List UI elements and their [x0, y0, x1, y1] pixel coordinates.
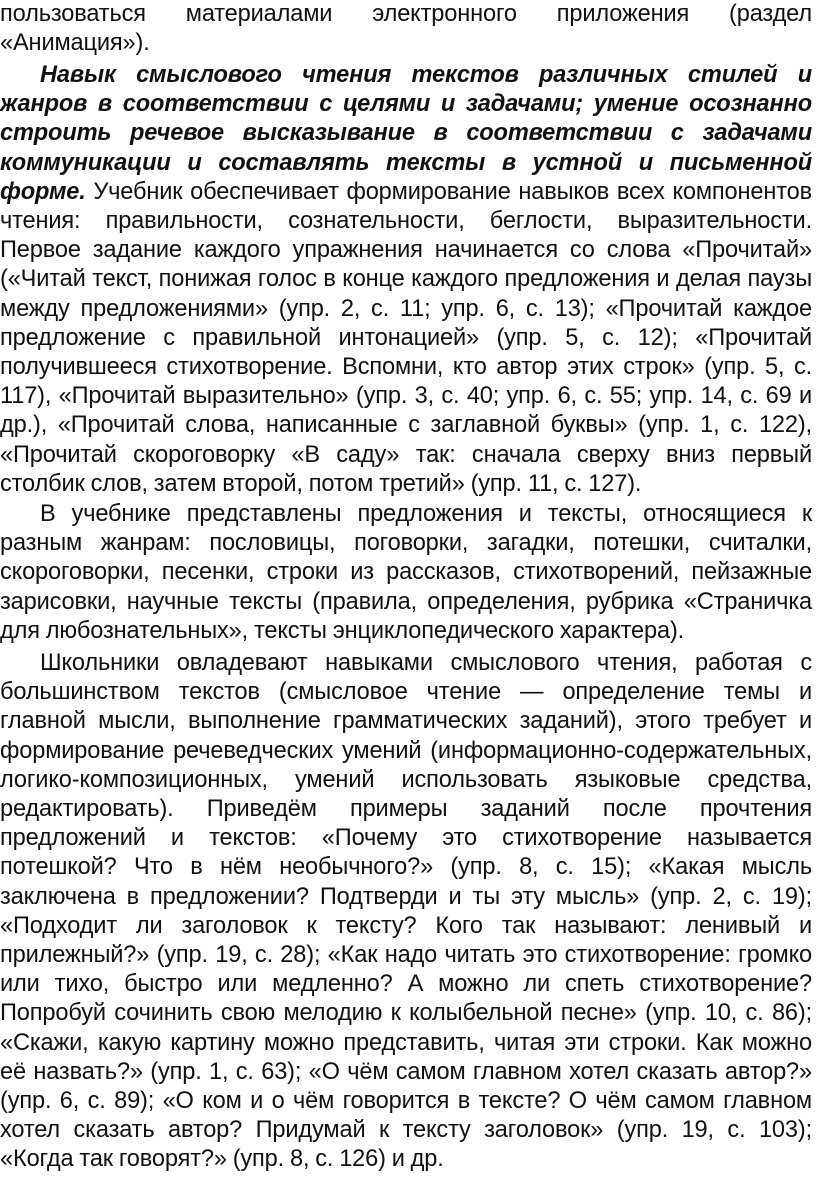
paragraph-continuation: пользоваться материалами электронного приложения (раздел «Анимация»).	[0, 1, 812, 57]
paragraph-body: Учебник обеспечивает формирование навыков всех компонентов чтения: правильности, сознательности, беглости, выразительности. Первое задание каждого упражнения начинается со слова «Прочитай» («Читай текст, понижая голос в конце каждого предложения и делая паузы между предложениями» (упр. 2, с. 11; упр. 6, с. 13); «Прочитай каждое предложение с правильной интонацией» (упр. 5, с. 12); «Прочитай получившееся стихотворение. Вспомни, кто автор этих строк» (упр. 5, с. 117), «Прочитай выразительно» (упр. 3, с. 40; упр. 6, с. 55; упр. 14, с. 69 и др.), «Прочитай слова, написанные с заглавной буквы» (упр. 1, с. 122), «Прочитай скороговорку «В саду» так: сначала сверху вниз первый столбик слов, затем второй, потом третий» (упр. 11, с. 127).	[0, 178, 812, 497]
paragraph-genres: В учебнике представлены предложения и тексты, относящиеся к разным жанрам: пословицы, поговорки, загадки, потешки, считалки, скороговорки, песенки, строки из рассказов, стихотворений, пейзажные зарисовки, научные тексты (правила, определения, рубрика «Страничка для любознательных», тексты энциклопедического характера).	[0, 501, 812, 644]
paragraph-examples: Школьники овладевают навыками смыслового чтения, работая с большинством текстов (смысловое чтение — определение темы и главной мысли, выполнение грамматических заданий), этого требует и формирование речеведческих умений (информационно-содержательных, логико-композиционных, умений использовать языковые средства, редактировать). Приведём примеры заданий после прочтения предложений и текстов: «Почему это стихотворение называется потешкой? Что в нём необычного?» (упр. 8, с. 15); «Какая мысль заключена в предложении? Подтверди и ты эту мысль» (упр. 2, с. 19); «Подходит ли заголовок к тексту? Кого так называют: ленивый и прилежный?» (упр. 19, с. 28); «Как надо читать это стихотворение: громко или тихо, быстро или медленно? А можно ли спеть стихотворение? Попробуй сочинить свою мелодию к колыбельной песне» (упр. 10, с. 86); «Скажи, какую картину можно представить, читая эти строки. Как можно её назвать?» (упр. 1, с. 63); «О чём самом главном хотел сказать автор?» (упр. 6, с. 89); «О ком и о чём говорится в тексте? О чём самом главном хотел сказать автор? Придумай к тексту заголовок» (упр. 19, с. 103); «Когда так говорят?» (упр. 8, с. 126) и др.	[0, 650, 812, 1173]
paragraph-reading-skills	[0, 61, 812, 499]
paragraph-lead-bold-italic: Навык смыслового чтения текстов различных стилей и жанров в соответствии с целями и задачами; умение осознанно строить речевое высказывание в соответствии с задачами коммуникации и составлять тексты в устной и письменной форме.	[0, 62, 812, 205]
